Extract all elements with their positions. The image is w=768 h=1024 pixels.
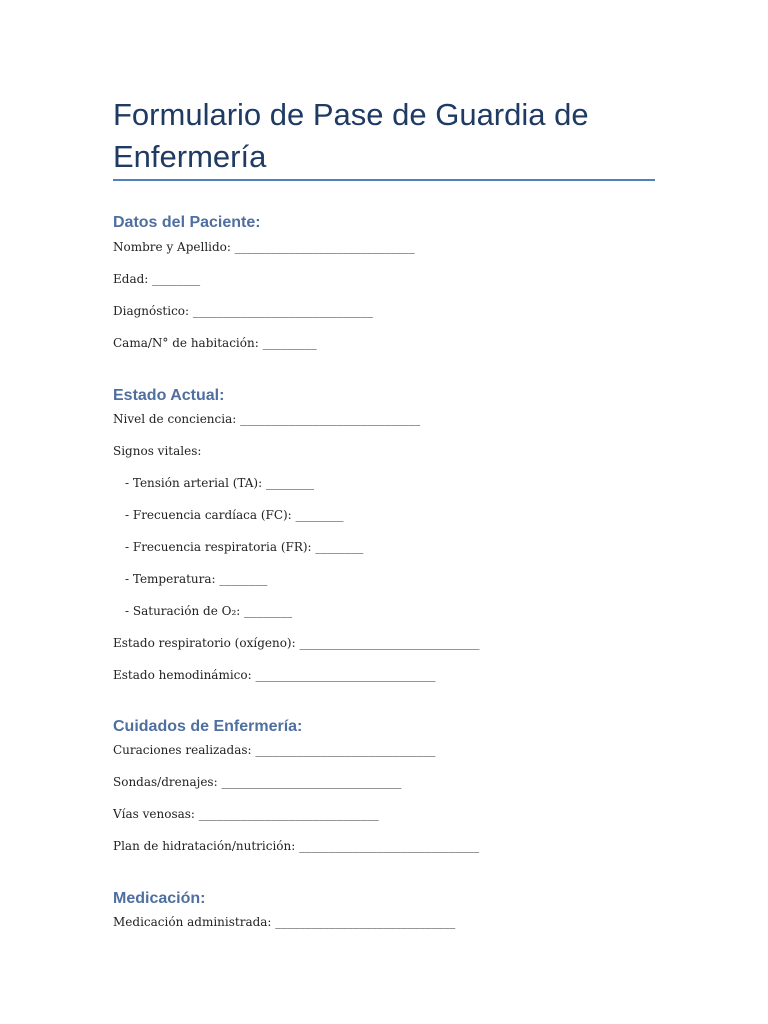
field-label: - Tensión arterial (TA): [125, 476, 266, 490]
field-label: Signos vitales: [113, 444, 202, 458]
field-wound-care[interactable] [113, 742, 435, 758]
section-heading-patient: Datos del Paciente: [113, 214, 261, 231]
field-temperature[interactable] [125, 571, 267, 587]
section-heading-medication: Medicación: [113, 890, 206, 907]
field-label: - Saturación de O₂: [125, 604, 245, 618]
field-label: - Frecuencia respiratoria (FR): [125, 540, 316, 554]
field-consciousness[interactable] [113, 411, 420, 427]
field-blank[interactable]: ________ [244, 604, 293, 618]
field-blank[interactable]: ________ [265, 476, 314, 490]
field-medication-given[interactable] [113, 914, 455, 930]
field-hemodynamic-status[interactable] [113, 667, 435, 683]
field-blank[interactable]: ______________________________ [198, 807, 379, 821]
field-blank[interactable]: ______________________________ [240, 412, 421, 426]
field-oxygen-saturation[interactable] [125, 603, 292, 619]
field-bed-room[interactable] [113, 335, 317, 351]
field-label: Nombre y Apellido: [113, 240, 235, 254]
field-respiratory-rate[interactable] [125, 539, 363, 555]
field-label: Vías venosas: [113, 807, 199, 821]
field-label: Diagnóstico: [113, 304, 193, 318]
title-divider [113, 179, 655, 181]
field-heart-rate[interactable] [125, 507, 344, 523]
field-blank[interactable]: ______________________________ [255, 743, 436, 757]
field-label: - Frecuencia cardíaca (FC): [125, 508, 296, 522]
field-tubes-drains[interactable] [113, 774, 401, 790]
field-label: Cama/N° de habitación: [113, 336, 263, 350]
field-blank[interactable]: ______________________________ [299, 636, 480, 650]
field-label: Sondas/drenajes: [113, 775, 222, 789]
field-blank[interactable]: ______________________________ [221, 775, 402, 789]
field-label: - Temperatura: [125, 572, 220, 586]
field-diagnosis[interactable] [113, 303, 373, 319]
field-iv-lines[interactable] [113, 806, 379, 822]
field-label: Estado respiratorio (oxígeno): [113, 636, 300, 650]
field-label: Curaciones realizadas: [113, 743, 256, 757]
field-respiratory-status[interactable] [113, 635, 479, 651]
field-blank[interactable]: ______________________________ [299, 839, 480, 853]
field-label: Medicación administrada: [113, 915, 276, 929]
section-heading-care: Cuidados de Enfermería: [113, 718, 303, 735]
field-label: Plan de hidratación/nutrición: [113, 839, 300, 853]
field-blank[interactable]: ________ [295, 508, 344, 522]
field-blank[interactable]: ________ [219, 572, 268, 586]
field-blank[interactable]: _________ [262, 336, 317, 350]
field-name[interactable] [113, 239, 415, 255]
field-label: Nivel de conciencia: [113, 412, 241, 426]
field-label: Estado hemodinámico: [113, 668, 256, 682]
page-title: Formulario de Pase de Guardia de Enfermería [113, 97, 589, 174]
field-blank[interactable]: ______________________________ [255, 668, 436, 682]
field-blank[interactable]: ________ [152, 272, 201, 286]
field-blank[interactable]: ______________________________ [275, 915, 456, 929]
section-heading-status: Estado Actual: [113, 387, 225, 404]
field-blank[interactable]: ______________________________ [234, 240, 415, 254]
field-vital-signs [113, 443, 201, 459]
field-blank[interactable]: ______________________________ [192, 304, 373, 318]
field-label: Edad: [113, 272, 153, 286]
field-hydration-nutrition[interactable] [113, 838, 479, 854]
field-blood-pressure[interactable] [125, 475, 314, 491]
field-blank[interactable]: ________ [315, 540, 364, 554]
field-age[interactable] [113, 271, 200, 287]
